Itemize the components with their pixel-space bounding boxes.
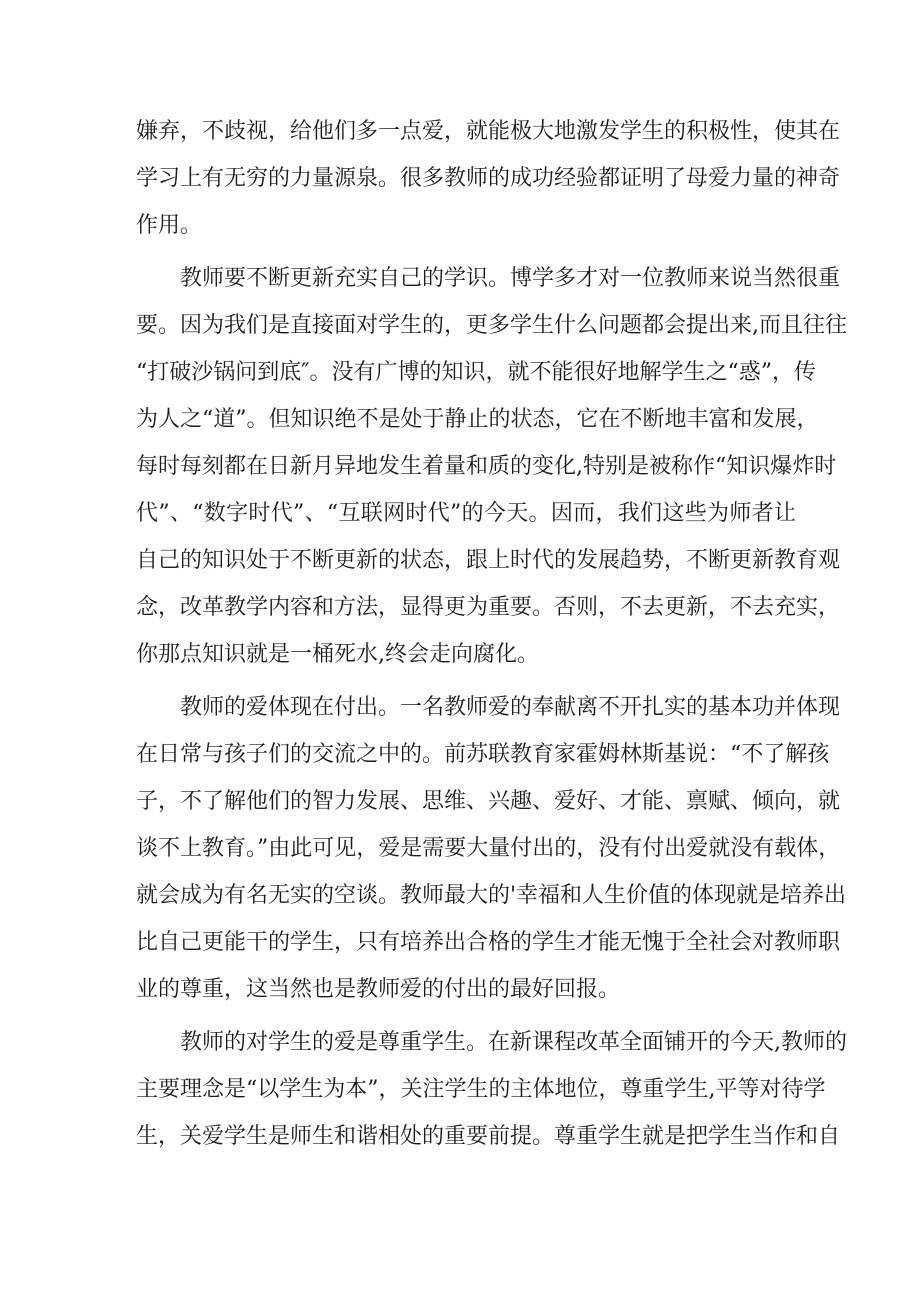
paragraph-1-line-1: 嫌弃，不歧视，给他们多一点爱，就能极大地激发学生的积极性，使其在	[136, 119, 841, 144]
paragraph-2-line-6: 代”、“数字时代”、“互联网时代”的今天。因而，我们这些为师者让	[136, 501, 796, 526]
paragraph-2-line-9: 你那点知识就是一桶死水,终会走向腐化。	[136, 642, 539, 667]
paragraph-3-line-4: 谈不上教育。”由此可见，爱是需要大量付出的，没有付出爱就没有载体，	[136, 836, 841, 861]
paragraph-4-line-2: 主要理念是“以学生为本”，关注学生的主体地位，尊重学生,平等对待学	[136, 1077, 826, 1102]
paragraph-2-line-8: 念，改革教学内容和方法，显得更为重要。否则，不去更新，不去充实，	[136, 595, 841, 620]
paragraph-2-line-4: 为人之“道”。但知识绝不是处于静止的状态，它在不断地丰富和发展，	[136, 407, 819, 432]
paragraph-3-line-7: 业的尊重，这当然也是教师爱的付出的最好回报。	[136, 977, 621, 1002]
paragraph-1-line-3: 作用。	[136, 213, 203, 238]
paragraph-3-line-6: 比自己更能干的学生，只有培养出合格的学生才能无愧于全社会对教师职	[136, 930, 841, 955]
paragraph-2-line-7: 自己的知识处于不断更新的状态，跟上时代的发展趋势，不断更新教育观	[136, 548, 841, 573]
paragraph-3-line-3: 子，不了解他们的智力发展、思维、兴趣、爱好、才能、禀赋、倾向，就	[136, 789, 841, 814]
paragraph-3-line-2: 在日常与孩子们的交流之中的。前苏联教育家霍姆林斯基说：“不了解孩	[136, 742, 830, 767]
paragraph-3-line-1: 教师的爱体现在付出。一名教师爱的奉献离不开扎实的基本功并体现	[180, 695, 841, 720]
paragraph-1-line-2: 学习上有无穷的力量源泉。很多教师的成功经验都证明了母爱力量的神奇	[136, 166, 841, 191]
paragraph-4-line-1: 教师的对学生的爱是尊重学生。在新课程改革全面铺开的今天,教师的	[180, 1030, 847, 1055]
paragraph-2-line-3: “打破沙锅问到底″。没有广博的知识，就不能很好地解学生之“惑”，传	[136, 360, 816, 385]
paragraph-3-line-5: 就会成为有名无实的空谈。教师最大的'幸福和人生价值的体现就是培养出	[136, 883, 847, 908]
paragraph-2-line-5: 每时每刻都在日新月异地发生着量和质的变化,特别是被称作“知识爆炸时	[136, 454, 837, 479]
paragraph-4-line-3: 生，关爱学生是师生和谐相处的重要前提。尊重学生就是把学生当作和自	[136, 1124, 841, 1149]
paragraph-2-line-1: 教师要不断更新充实自己的学识。博学多才对一位教师来说当然很重	[180, 266, 841, 291]
paragraph-2-line-2: 要。因为我们是直接面对学生的，更多学生什么问题都会提出来,而且往往	[136, 313, 847, 338]
